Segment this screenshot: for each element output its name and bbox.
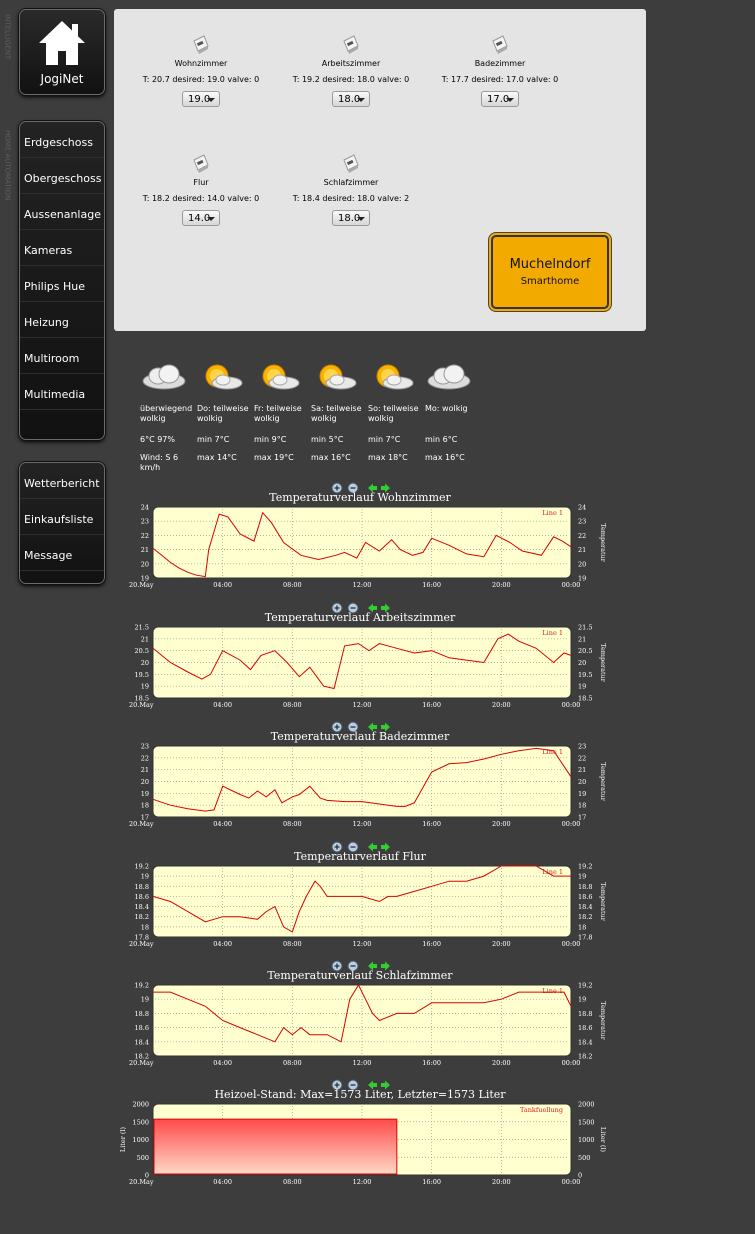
chart-svg — [110, 837, 610, 949]
y-tick-label-left: 17 — [140, 813, 149, 822]
room-name: Schlafzimmer — [323, 178, 379, 187]
x-tick-label: 20:00 — [491, 1178, 511, 1186]
y-tick-label-right: 23 — [578, 517, 587, 526]
y-tick-label-left: 18.6 — [134, 892, 149, 901]
chart-title: Temperaturverlauf Flur — [294, 850, 426, 863]
y-tick-label-right: 21 — [578, 546, 587, 555]
nav-item-obergeschoss[interactable] — [20, 158, 104, 194]
weather-line-1: min 9°C — [254, 435, 287, 444]
nav-label: Obergeschoss — [24, 172, 102, 185]
y-tick-label-right: 19.2 — [578, 981, 593, 990]
x-tick-label: 20:00 — [491, 701, 511, 709]
heating-panel — [114, 9, 646, 331]
chart-title: Temperaturverlauf Wohnzimmer — [269, 491, 451, 504]
date-label: 20.May — [129, 1059, 154, 1067]
y-tick-label-right: 2000 — [578, 1100, 595, 1109]
sign-title: Muchelndorf — [509, 257, 591, 272]
setpoint-select[interactable] — [182, 91, 220, 107]
nav-item-wetterbericht[interactable] — [20, 463, 104, 499]
weather-day — [311, 362, 369, 463]
room-arbeitszimmer — [276, 33, 426, 107]
nav-item-message[interactable] — [20, 535, 104, 571]
y-tick-label-left: 18 — [140, 801, 149, 810]
y-tick-label-left: 1500 — [132, 1118, 149, 1127]
room-status: T: 17.7 desired: 17.0 valve: 0 — [441, 75, 559, 84]
thermostat-valve-icon — [490, 33, 510, 55]
x-tick-label: 12:00 — [352, 581, 372, 589]
chart-title: Heizoel-Stand: Max=1573 Liter, Letzter=1573 Liter — [214, 1088, 506, 1101]
weather-desc: So: teilweise wolkig — [368, 404, 419, 423]
weather-line-2: max 16°C — [425, 453, 465, 462]
room-name: Wohnzimmer — [174, 59, 228, 68]
y-tick-label-right: 500 — [578, 1153, 591, 1162]
home-label: JogiNet — [40, 72, 84, 86]
weather-line-1: min 5°C — [311, 435, 344, 444]
y-tick-label-left: 2000 — [132, 1100, 149, 1109]
room-badezimmer — [425, 33, 575, 107]
sign-subtitle: Smarthome — [520, 276, 580, 287]
y-tick-label-right: 20 — [578, 659, 587, 667]
partly-sunny-icon — [254, 362, 312, 396]
y-tick-label-left: 22 — [140, 754, 149, 763]
chevron-down-icon — [506, 98, 514, 102]
y-axis-label: Temperatur — [599, 643, 607, 682]
y-tick-label-right: 1500 — [578, 1118, 595, 1127]
nav-item-multiroom[interactable] — [20, 338, 104, 374]
chart-svg — [110, 956, 610, 1068]
y-tick-label-right: 23 — [578, 742, 587, 751]
x-tick-label: 08:00 — [282, 701, 302, 709]
date-label: 20.May — [129, 820, 154, 828]
weather-line-2: Wind: S 6 km/h — [140, 453, 179, 472]
chart-legend: Tankfuellung — [520, 1106, 563, 1114]
y-tick-label-right: 18.4 — [578, 1038, 593, 1047]
nav-label: Kameras — [24, 244, 73, 257]
y-tick-label-left: 19.2 — [134, 981, 149, 990]
y-tick-label-right: 20.5 — [578, 647, 593, 656]
y-tick-label-left: 21.5 — [134, 623, 149, 632]
chart-legend: Line 1 — [542, 748, 563, 756]
y-tick-label-left: 20.5 — [134, 647, 149, 656]
y-tick-label-left: 21 — [140, 766, 149, 775]
y-tick-label-right: 19 — [578, 789, 587, 798]
nav-item-multimedia[interactable] — [20, 374, 104, 410]
thermostat-valve-icon — [191, 33, 211, 55]
x-tick-label: 00:00 — [561, 1178, 581, 1186]
weather-line-2: max 14°C — [197, 453, 237, 462]
weather-day — [368, 362, 426, 463]
weather-day — [254, 362, 312, 463]
y-axis-label: Temperatur — [599, 882, 607, 921]
y-axis-label: Temperatur — [599, 523, 607, 562]
nav-label: Philips Hue — [24, 280, 85, 293]
y-tick-label-right: 21 — [578, 766, 587, 775]
x-tick-label: 00:00 — [561, 940, 581, 948]
x-tick-label: 08:00 — [282, 1178, 302, 1186]
weather-desc: Sa: teilweise wolkig — [311, 404, 362, 423]
y-tick-label-right: 20 — [578, 778, 587, 786]
x-tick-label: 04:00 — [213, 1178, 233, 1186]
chart-title: Temperaturverlauf Schlafzimmer — [267, 969, 453, 982]
x-tick-label: 16:00 — [422, 820, 442, 828]
main-nav — [19, 121, 105, 440]
y-tick-label-right: 18.2 — [578, 1052, 593, 1061]
y-tick-label-right: 24 — [578, 503, 587, 512]
weather-desc: Do: teilweise wolkig — [197, 404, 249, 423]
chart-svg — [110, 1075, 610, 1187]
y-tick-label-left: 18.8 — [134, 1009, 149, 1018]
x-tick-label: 08:00 — [282, 820, 302, 828]
y-tick-label-right: 18 — [578, 801, 587, 810]
y-tick-label-left: 18.4 — [134, 903, 149, 912]
x-tick-label: 16:00 — [422, 940, 442, 948]
partly-sunny-icon — [197, 362, 255, 396]
y-tick-label-left: 19.5 — [134, 670, 149, 679]
room-status: T: 19.2 desired: 18.0 valve: 0 — [292, 75, 410, 84]
room-name: Badezimmer — [474, 59, 526, 68]
y-tick-label-left: 23 — [140, 517, 149, 526]
vertical-brand-text — [2, 14, 12, 62]
y-tick-label-right: 19 — [578, 574, 587, 583]
y-tick-label-left: 19 — [140, 789, 149, 798]
y-tick-label-right: 17.8 — [578, 933, 593, 942]
weather-desc: Fr: teilweise wolkig — [254, 404, 302, 423]
chevron-down-icon — [207, 217, 215, 221]
y-tick-label-right: 18.4 — [578, 903, 593, 912]
x-tick-label: 20:00 — [491, 1059, 511, 1067]
y-tick-label-right: 21 — [578, 635, 587, 644]
weather-line-1: min 7°C — [197, 435, 230, 444]
y-tick-label-right: 20 — [578, 560, 587, 569]
setpoint-value: 14.0 — [188, 213, 211, 224]
setpoint-select[interactable] — [481, 91, 519, 107]
vertical-text-2: HOME AUTOMATION — [3, 130, 12, 201]
thermostat-valve-icon — [191, 152, 211, 174]
room-schlafzimmer — [276, 152, 426, 226]
nav-label: Wetterbericht — [24, 477, 100, 490]
y-tick-label-left: 18 — [140, 923, 149, 932]
y-tick-label-right: 0 — [578, 1171, 583, 1180]
vertical-text-1: INTELLIGENT — [3, 14, 12, 60]
y-tick-label-right: 19 — [578, 682, 587, 691]
y-tick-label-right: 18.6 — [578, 892, 593, 901]
y-tick-label-left: 18.2 — [134, 913, 149, 922]
y-tick-label-right: 18 — [578, 923, 587, 932]
partly-sunny-icon — [368, 362, 426, 396]
room-name: Arbeitszimmer — [321, 59, 381, 68]
y-tick-label-left: 1000 — [132, 1136, 149, 1144]
cloudy-icon — [140, 362, 198, 396]
town-sign — [491, 235, 609, 309]
y-tick-label-right: 18.8 — [578, 882, 593, 891]
nav-item-heizung[interactable] — [20, 302, 104, 338]
room-name: Flur — [193, 178, 209, 187]
chevron-down-icon — [207, 98, 215, 102]
date-label: 20.May — [129, 581, 154, 589]
y-tick-label-left: 24 — [140, 503, 149, 512]
x-tick-label: 16:00 — [422, 701, 442, 709]
y-tick-label-left: 19 — [140, 682, 149, 691]
chart-title: Temperaturverlauf Arbeitszimmer — [264, 611, 456, 624]
chart-svg — [110, 478, 610, 590]
home-button[interactable] — [19, 9, 105, 95]
nav-label: Multiroom — [24, 352, 80, 365]
y-tick-label-right: 18.6 — [578, 1024, 593, 1033]
x-tick-label: 12:00 — [352, 820, 372, 828]
weather-line-1: min 7°C — [368, 435, 401, 444]
nav-item-aussenanlage[interactable] — [20, 194, 104, 230]
chart-legend: Line 1 — [542, 987, 563, 995]
room-wohnzimmer — [126, 33, 276, 107]
y-tick-label-left: 21 — [140, 635, 149, 644]
setpoint-value: 18.0 — [338, 94, 361, 105]
nav-label: Einkaufsliste — [24, 513, 94, 526]
y-tick-label-left: 20 — [140, 778, 149, 786]
y-axis-label: Liter (l) — [599, 1126, 607, 1153]
x-tick-label: 00:00 — [561, 1059, 581, 1067]
x-tick-label: 04:00 — [213, 1059, 233, 1067]
y-tick-label-left: 23 — [140, 742, 149, 751]
y-tick-label-right: 22 — [578, 531, 587, 540]
nav-label: Erdgeschoss — [24, 136, 93, 149]
date-label: 20.May — [129, 940, 154, 948]
setpoint-select[interactable] — [182, 210, 220, 226]
date-label: 20.May — [129, 701, 154, 709]
y-tick-label-right: 18.5 — [578, 694, 593, 703]
y-tick-label-right: 19 — [578, 995, 587, 1004]
nav-label: Multimedia — [24, 388, 86, 401]
thermostat-valve-icon — [341, 33, 361, 55]
room-flur — [126, 152, 276, 226]
setpoint-select[interactable] — [332, 91, 370, 107]
y-tick-label-left: 18.8 — [134, 882, 149, 891]
setpoint-value: 17.0 — [487, 94, 510, 105]
y-tick-label-left: 19.2 — [134, 862, 149, 871]
weather-line-1: 6°C 97% — [140, 435, 175, 444]
y-tick-label-right: 1000 — [578, 1136, 595, 1144]
y-axis-label-left: Liter (l) — [119, 1126, 127, 1153]
chevron-down-icon — [357, 217, 365, 221]
y-tick-label-right: 22 — [578, 754, 587, 763]
weather-desc: überwiegend wolkig — [140, 404, 193, 423]
x-tick-label: 16:00 — [422, 1178, 442, 1186]
y-tick-label-left: 18.2 — [134, 1052, 149, 1061]
y-tick-label-right: 18.8 — [578, 1009, 593, 1018]
chart-title: Temperaturverlauf Badezimmer — [270, 730, 450, 743]
y-axis-label: Temperatur — [599, 762, 607, 801]
x-tick-label: 20:00 — [491, 581, 511, 589]
y-axis-label: Temperatur — [599, 1001, 607, 1040]
x-tick-label: 08:00 — [282, 1059, 302, 1067]
x-tick-label: 04:00 — [213, 701, 233, 709]
nav-item-kameras[interactable] — [20, 230, 104, 266]
nav-item-einkaufsliste[interactable] — [20, 499, 104, 535]
x-tick-label: 12:00 — [352, 1178, 372, 1186]
weather-day — [140, 362, 198, 473]
date-label: 20.May — [129, 1178, 154, 1186]
nav-item-philips-hue[interactable] — [20, 266, 104, 302]
weather-line-1: min 6°C — [425, 435, 458, 444]
x-tick-label: 20:00 — [491, 940, 511, 948]
y-tick-label-right: 19 — [578, 872, 587, 881]
vertical-tagline-text — [2, 130, 12, 204]
setpoint-value: 19.0 — [188, 94, 211, 105]
y-tick-label-right: 19.2 — [578, 862, 593, 871]
room-status: T: 20.7 desired: 19.0 valve: 0 — [142, 75, 260, 84]
weather-day — [425, 362, 483, 463]
nav-label: Aussenanlage — [24, 208, 101, 221]
y-tick-label-left: 18.5 — [134, 694, 149, 703]
y-tick-label-right: 17 — [578, 813, 587, 822]
weather-day — [197, 362, 255, 463]
extra-nav — [19, 462, 105, 584]
chart-legend: Line 1 — [542, 629, 563, 637]
y-tick-label-left: 19 — [140, 574, 149, 583]
weather-desc: Mo: wolkig — [425, 404, 468, 413]
x-tick-label: 00:00 — [561, 581, 581, 589]
chart-legend: Line 1 — [542, 868, 563, 876]
chart-legend: Line 1 — [542, 509, 563, 517]
x-tick-label: 00:00 — [561, 701, 581, 709]
partly-sunny-icon — [311, 362, 369, 396]
weather-line-2: max 16°C — [311, 453, 351, 462]
y-tick-label-left: 21 — [140, 546, 149, 555]
y-tick-label-left: 19 — [140, 995, 149, 1004]
x-tick-label: 20:00 — [491, 820, 511, 828]
y-tick-label-right: 18.2 — [578, 913, 593, 922]
x-tick-label: 04:00 — [213, 581, 233, 589]
x-tick-label: 04:00 — [213, 820, 233, 828]
y-tick-label-left: 17.8 — [134, 933, 149, 942]
x-tick-label: 16:00 — [422, 1059, 442, 1067]
x-tick-label: 12:00 — [352, 1059, 372, 1067]
y-tick-label-left: 0 — [144, 1171, 149, 1180]
x-tick-label: 04:00 — [213, 940, 233, 948]
setpoint-select[interactable] — [332, 210, 370, 226]
y-tick-label-left: 19 — [140, 872, 149, 881]
home-icon — [37, 19, 87, 67]
nav-label: Heizung — [24, 316, 69, 329]
x-tick-label: 16:00 — [422, 581, 442, 589]
room-status: T: 18.2 desired: 14.0 valve: 0 — [142, 194, 260, 203]
nav-item-erdgeschoss[interactable] — [20, 122, 104, 158]
x-tick-label: 12:00 — [352, 940, 372, 948]
y-tick-label-left: 20 — [140, 560, 149, 569]
y-tick-label-left: 20 — [140, 659, 149, 667]
chart-svg — [110, 717, 610, 829]
y-tick-label-left: 18.6 — [134, 1024, 149, 1033]
setpoint-value: 18.0 — [338, 213, 361, 224]
room-status: T: 18.4 desired: 18.0 valve: 2 — [292, 194, 410, 203]
y-tick-label-left: 18.4 — [134, 1038, 149, 1047]
chart-svg — [110, 598, 610, 710]
x-tick-label: 08:00 — [282, 581, 302, 589]
y-tick-label-right: 21.5 — [578, 623, 593, 632]
y-tick-label-left: 22 — [140, 531, 149, 540]
y-tick-label-right: 19.5 — [578, 670, 593, 679]
x-tick-label: 08:00 — [282, 940, 302, 948]
cloudy-icon — [425, 362, 483, 396]
chevron-down-icon — [357, 98, 365, 102]
x-tick-label: 12:00 — [352, 701, 372, 709]
thermostat-valve-icon — [341, 152, 361, 174]
series-area — [154, 1119, 397, 1174]
weather-line-2: max 19°C — [254, 453, 294, 462]
weather-line-2: max 18°C — [368, 453, 408, 462]
nav-label: Message — [24, 549, 73, 562]
x-tick-label: 00:00 — [561, 820, 581, 828]
y-tick-label-left: 500 — [136, 1153, 149, 1162]
